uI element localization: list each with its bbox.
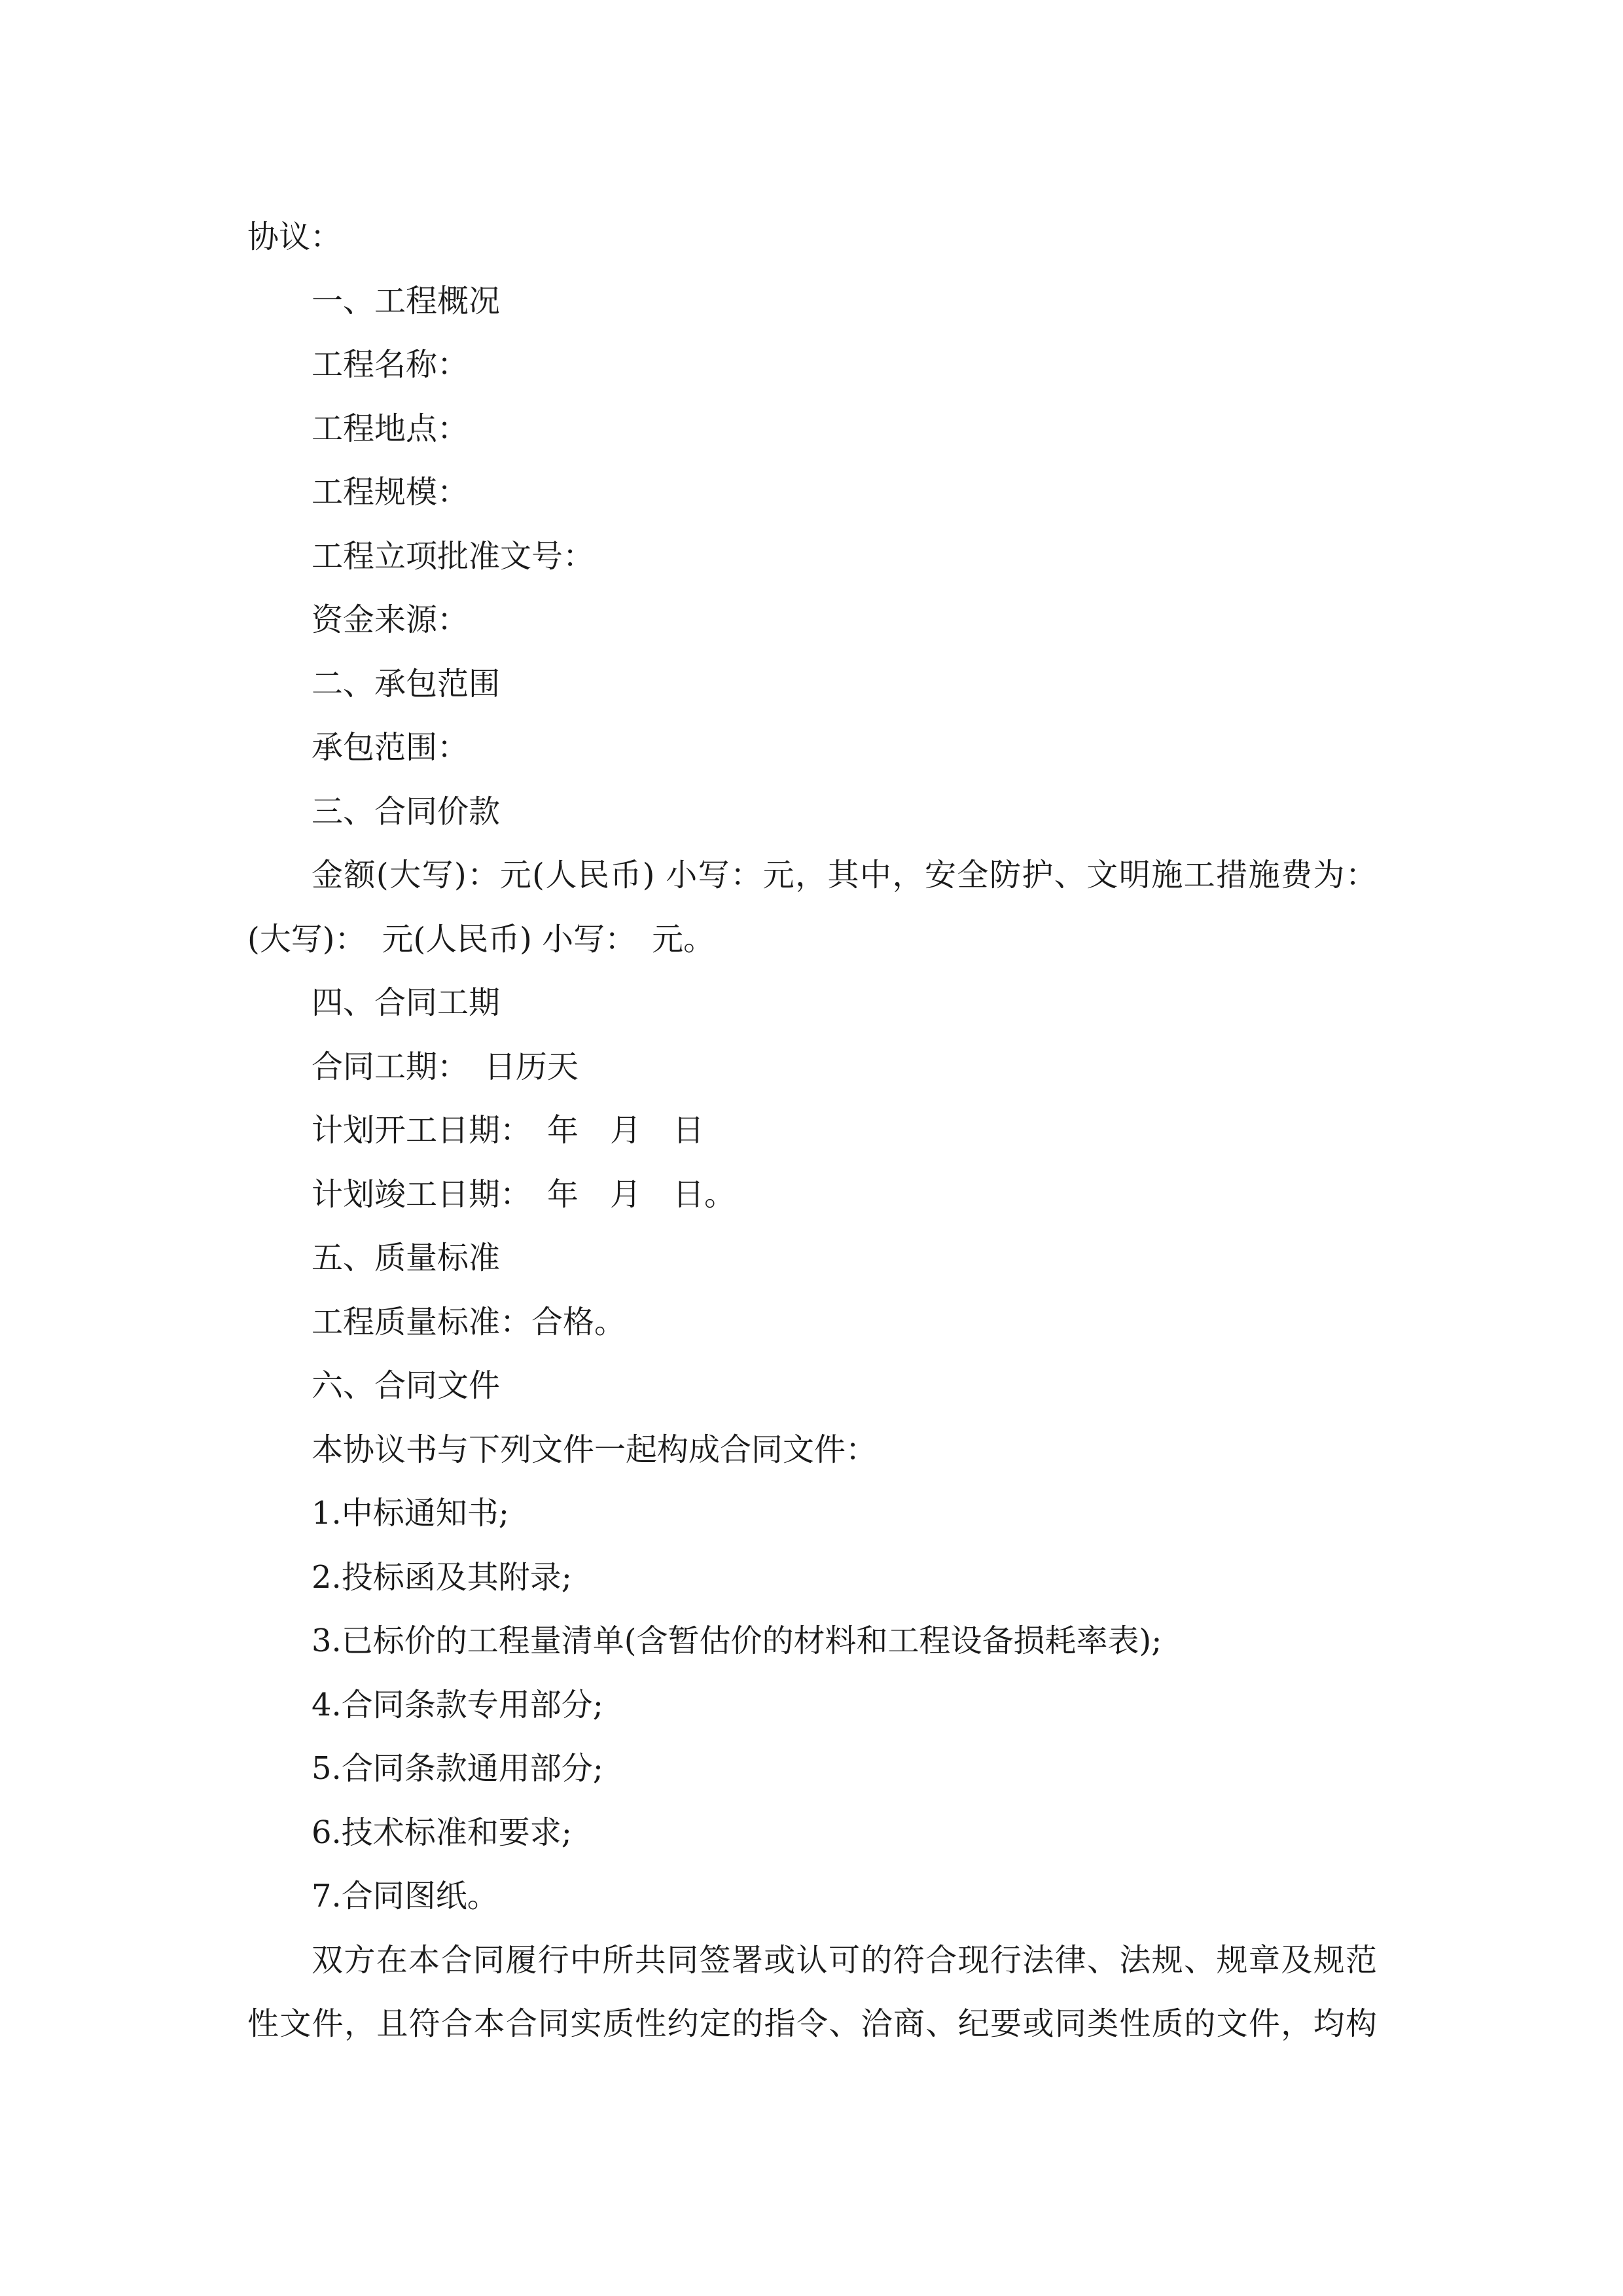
doc-line: 工程地点： xyxy=(312,410,469,447)
doc-line: 资金来源： xyxy=(312,601,469,638)
doc-line: 合同工期： 日历天 xyxy=(312,1048,579,1085)
doc-line: 五、质量标准 xyxy=(312,1240,501,1276)
doc-line: 5.合同条款通用部分; xyxy=(312,1750,603,1787)
doc-line: 金额(大写)：元(人民币) 小写：元，其中，安全防护、文明施工措施费为： xyxy=(312,857,1377,893)
document-page xyxy=(247,206,1377,2056)
doc-line: 6.技术标准和要求; xyxy=(312,1814,572,1851)
doc-line: 四、合同工期 xyxy=(312,984,501,1021)
doc-line: 1.中标通知书; xyxy=(312,1495,509,1532)
doc-line: 工程名称： xyxy=(312,346,469,383)
doc-line: 协议： xyxy=(247,219,342,255)
doc-line: 工程立项批准文号： xyxy=(312,537,595,575)
doc-line: 工程质量标准：合格。 xyxy=(312,1303,626,1340)
doc-line: 3.已标价的工程量清单(含暂估价的材料和工程设备损耗率表); xyxy=(312,1623,1162,1659)
doc-line: (大写)： 元(人民币) 小写： 元。 xyxy=(247,920,715,958)
doc-line: 本协议书与下列文件一起构成合同文件： xyxy=(312,1431,878,1468)
doc-line: 双方在本合同履行中所共同签署或认可的符合现行法律、法规、规章及规范 xyxy=(312,1941,1377,1979)
doc-line: 4.合同条款专用部分; xyxy=(312,1686,603,1723)
doc-line: 7.合同图纸。 xyxy=(312,1878,499,1914)
doc-line: 二、承包范围 xyxy=(312,665,501,702)
doc-line: 性文件，且符合本合同实质性约定的指令、洽商、纪要或同类性质的文件，均构 xyxy=(247,2005,1377,2042)
doc-line: 六、合同文件 xyxy=(312,1367,501,1404)
doc-line: 一、工程概况 xyxy=(312,282,501,319)
doc-line: 计划竣工日期： 年 月 日。 xyxy=(312,1175,736,1213)
doc-line: 三、合同价款 xyxy=(312,793,501,830)
doc-line: 2.投标函及其附录; xyxy=(312,1558,572,1596)
doc-line: 工程规模： xyxy=(312,474,469,511)
doc-line: 承包范围： xyxy=(312,729,469,766)
doc-line: 计划开工日期： 年 月 日 xyxy=(312,1112,705,1149)
